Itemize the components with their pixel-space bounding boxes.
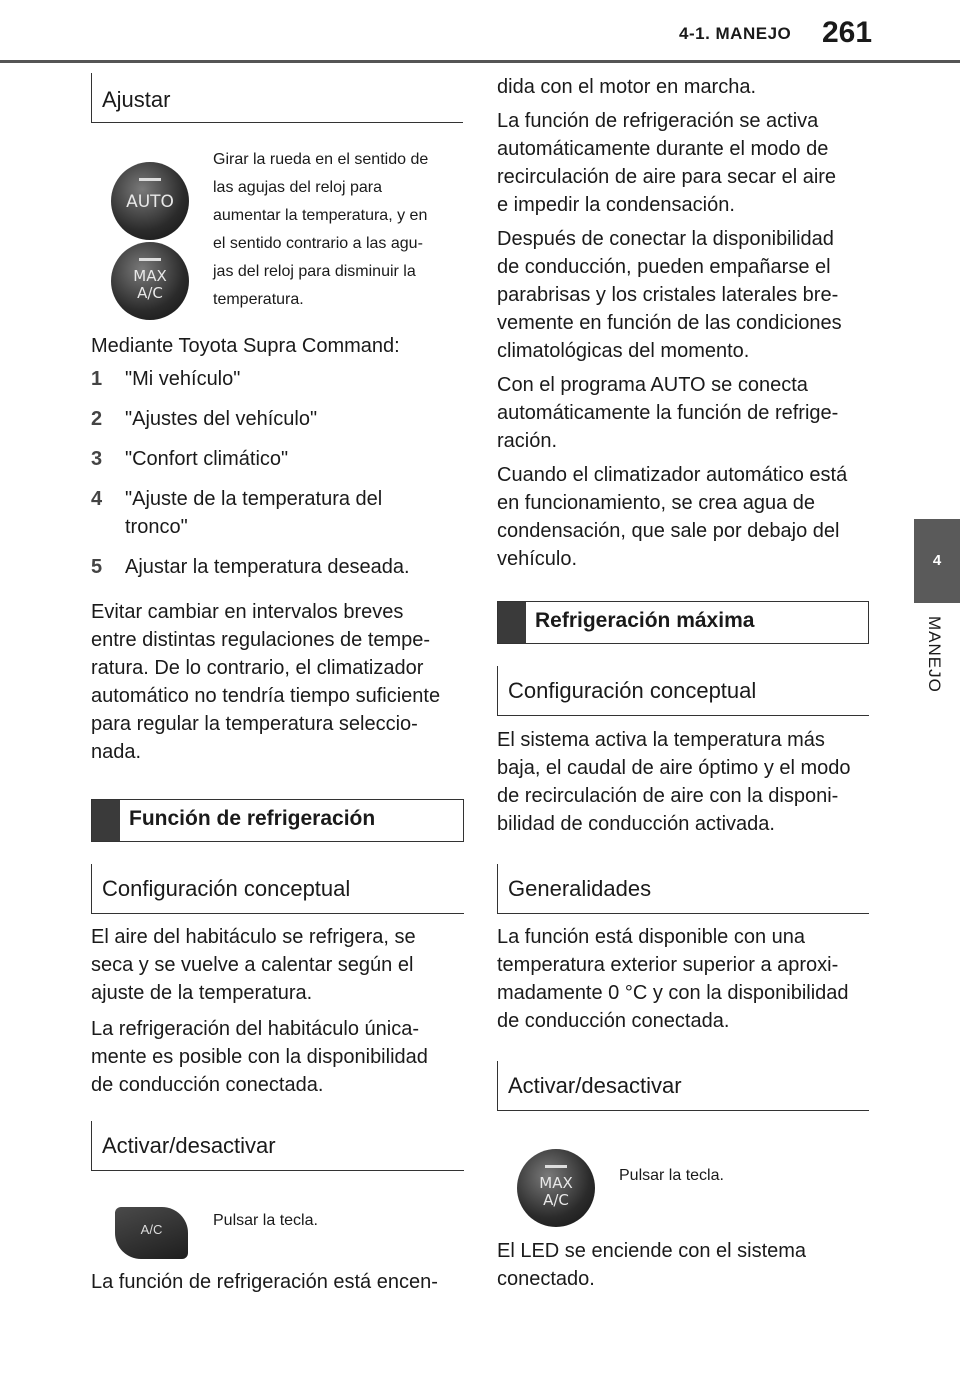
left-concept-heading: Configuración conceptual xyxy=(91,864,464,914)
header-rule xyxy=(0,60,960,63)
auto-knob-image: AUTO xyxy=(111,162,189,240)
led-text: El LED se enciende con el sistema conectado. xyxy=(497,1240,807,1290)
temperature-paragraph: Evitar cambiar en intervalos breves entre distintas regulaciones de tempe- ratura. De lo contrario, el climatizador automático no tendría tiempo suficiente para regular la temperatura seleccio- nada. xyxy=(91,601,441,763)
right-concept-text: El sistema activa la temperatura más baja, el caudal de aire óptimo y el modo de recirculación de aire con la disponi- bilidad de conducción activada. xyxy=(497,729,851,835)
chapter-tab: 4 xyxy=(914,519,960,603)
generalidades-heading: Generalidades xyxy=(497,864,869,914)
left-concept-text: El aire del habitáculo se refrigera, se seca y se vuelve a calentar según el ajuste de la temperatura. La refrigeración del habitáculo única- mente es posible con la disponibilidad de conducción conectada. xyxy=(91,926,428,1096)
ac-button-image: A/C xyxy=(115,1207,188,1259)
right-press-caption: Pulsar la tecla. xyxy=(619,1167,724,1184)
left-activar-heading: Activar/desactivar xyxy=(91,1121,464,1171)
ajustar-caption: Girar la rueda en el sentido de las agujas del reloj para aumentar la temperatura, y en el sentido contrario a las agu- jas del reloj para disminuir la temperatura. xyxy=(213,151,429,308)
right-concept-heading: Configuración conceptual xyxy=(497,666,869,716)
right-text-block: dida con el motor en marcha. La función de refrigeración se activa automáticamente durante el modo de recirculación de aire para secar el aire e impedir la condensación. Después de conectar la disponibilidad de conducción, pueden empañarse el parabrisas y los cristales laterales bre- vemente en función de las condiciones climatológicas del momento. Con el programa AUTO se conecta automáticamente la función de refrige- ración. Cuando el climatizador automático está en funcionamiento, se crea agua de condensación, que sale por debajo del vehículo. xyxy=(497,76,848,570)
right-activar-heading: Activar/desactivar xyxy=(497,1061,869,1111)
ajustar-heading: Ajustar xyxy=(91,73,463,123)
generalidades-text: La función está disponible con una temperatura exterior superior a aproxi- madamente 0 °C y con la disponibilidad de conducción conectada. xyxy=(497,926,849,1032)
max-ac-knob-image: MAX A/C xyxy=(111,242,189,320)
intro-text: Mediante Toyota Supra Command: xyxy=(91,335,400,357)
page-number: 261 xyxy=(822,16,873,49)
cooling-function-heading: Función de refrigeración xyxy=(91,799,464,842)
max-ac-button-image: MAX A/C xyxy=(517,1149,595,1227)
max-cooling-heading: Refrigeración máxima xyxy=(497,601,869,644)
steps-block: Mediante Toyota Supra Command: 1 "Mi vehículo" 2 "Ajustes del vehículo" 3 "Confort climático" 4 "Ajuste de la temperatura del tronco" 5 Ajustar la temperatura deseada. xyxy=(91,332,466,581)
left-bottom-line: La función de refrigeración está encen- xyxy=(91,1271,438,1293)
left-press-caption: Pulsar la tecla. xyxy=(213,1212,318,1229)
section-title: 4-1. MANEJO xyxy=(679,24,792,43)
chapter-label: MANEJO xyxy=(925,616,944,693)
